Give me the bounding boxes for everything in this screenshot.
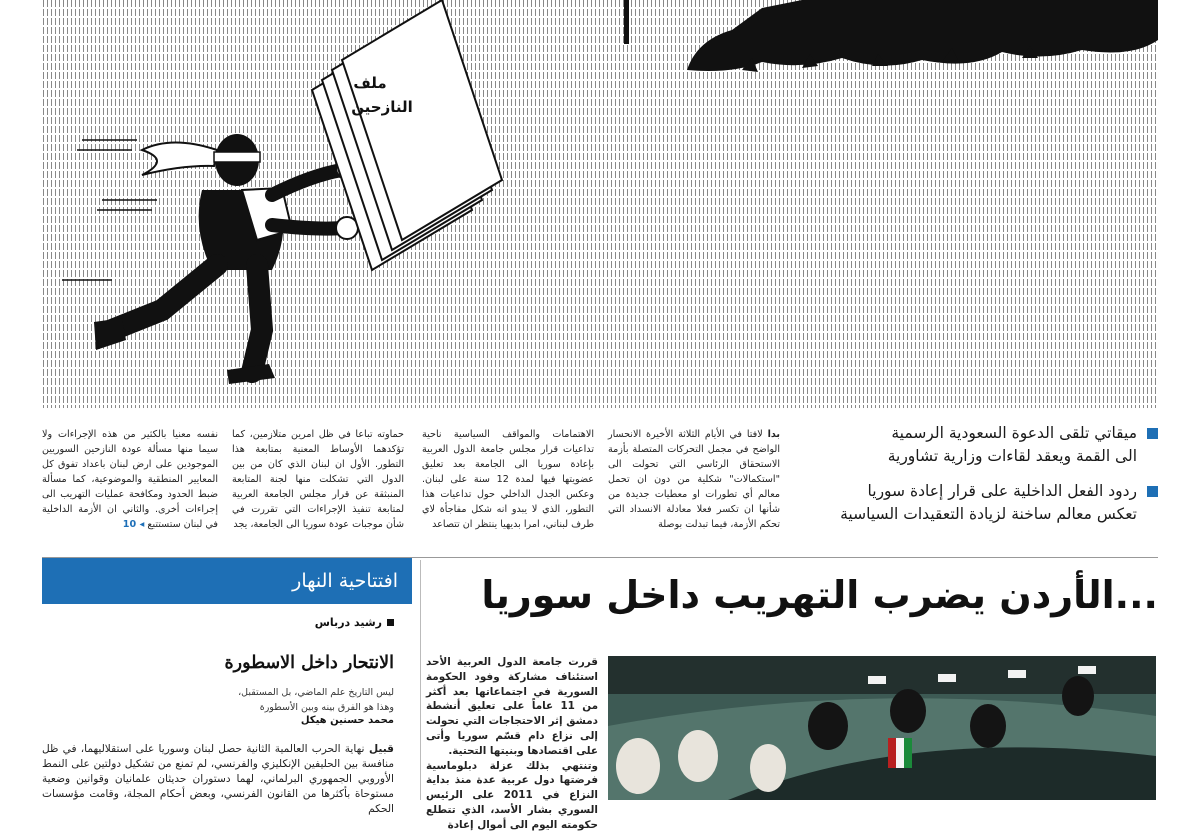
editorial-header: افتتاحية النهار — [42, 558, 412, 604]
editorial-cartoon — [42, 0, 1158, 408]
column-text: لافتا في الأيام الثلاثة الأخيرة الانحسار الواضح في مجمل التحركات المتصلة بأزمة الاستحقاق الرئاسي التي تحولت الى "استكمالات" شكلية من دون ان تحمل معالم أي تطورات او معطيات جديدة من شأنها ان تكسر فعلا معادلة الانسداد التي تحكم الأزمة، فيما تبدلت بوصلة — [608, 429, 780, 530]
arab-league-meeting-photo — [608, 656, 1156, 800]
editorial-quote — [42, 685, 394, 715]
highlights-list — [828, 422, 1158, 538]
editorial-title: الانتحار داخل الاسطورة — [224, 653, 394, 673]
front-column-4 — [42, 427, 218, 532]
main-story-text — [426, 655, 598, 833]
author-square-icon — [387, 619, 394, 626]
highlight-line: تعكس معالم ساخنة لزيادة التعقيدات السياسية — [840, 505, 1137, 523]
highlight-item — [828, 422, 1158, 468]
column-divider — [420, 560, 421, 800]
story-lead: قررت — [568, 656, 598, 668]
continued-marker[interactable]: ◂ 10 — [122, 519, 145, 530]
highlight-item — [828, 480, 1158, 526]
front-column-2 — [422, 427, 594, 532]
story-paragraph: جامعة الدول العربية الأحد استئناف مشاركة وفود الحكومة السورية في اجتماعاتها بعد أكثر من 11 عاماً على تعليق أنشطة دمشق إثر الاحتجاجات التي تحولت إلى نزاع دام قسّم سوريا وأتى على اقتصادها وبنيتها التحتية. — [426, 656, 599, 757]
column-text: الاهتمامات والمواقف السياسية ناحية تداعيات قرار مجلس جامعة الدول العربية بإعادة سوريا الى الجامعة بعد تعليق عضويتها فيها لمدة 12 سنة على لبنان. وعكس الجدل الداخلي حول تداعيات هذا التطور، الذي لا يبدو انه شكل مفاجأة لاي طرف لبناني، امرا بديهيا ينتظر ان تتصاعد — [422, 429, 594, 530]
front-column-1 — [608, 427, 780, 532]
column-text: نفسه معنيا بالكثير من هذه الإجراءات ولا سيما منها مسألة عودة النازحين السوريين الموجودين على ارض لبنان باعداد تفوق كل المعايير المنطقية والموضوعية، كما مسألة ضبط الحدود ومكافحة عمليات التهريب الى إجراءات أخرى. والثاني ان الأزمة الداخلية في لبنان ستستتبع — [42, 429, 218, 530]
quote-author: محمد حسنين هيكل — [300, 715, 394, 726]
editorial-lead: قبيل — [368, 743, 394, 755]
editorial-body — [42, 742, 394, 817]
front-column-3 — [232, 427, 404, 532]
story-paragraph: وتنتهي بذلك عزلة دبلوماسية فرضتها دول عربية عدة منذ بداية النزاع في 2011 على الرئيس السوري بشار الأسد، الذي تتطلع حكومته اليوم الى أموال إعادة — [426, 759, 598, 831]
column-lead: بدا — [767, 429, 780, 440]
quote-line: ليس التاريخ علم الماضي، بل المستقبل، — [238, 687, 394, 698]
highlight-line: ميقاتي تلقى الدعوة السعودية الرسمية — [891, 424, 1137, 442]
folder-title-line1: ملف — [353, 74, 387, 92]
main-headline[interactable]: ...الأردن يضرب التهريب داخل سوريا — [481, 573, 1158, 617]
cartoon-drawing — [42, 0, 1158, 408]
column-text: حماوته تباعا في ظل امرين متلازمين، كما تؤكدهما الأوساط المعنية بمتابعة هذا التطور. الأول ان لبنان الذي كان من بين الدول التي تشكلت منها لجنة المتابعة المنبثقة عن قرار مجلس الجامعة العربية لمتابعة تنفيذ الإجراءات التي تقررت في شأن موجبات عودة سوريا الى الجامعة، يجد — [232, 429, 404, 530]
highlight-line: ردود الفعل الداخلية على قرار إعادة سوريا — [867, 482, 1137, 500]
bullet-square-icon — [1147, 428, 1158, 439]
quote-line: وهذا هو الفرق بينه وبين الأسطورة — [259, 702, 394, 713]
folder-title-line2: النازحين — [351, 98, 413, 116]
highlight-line: الى القمة ويعقد لقاءات وزارية تشاورية — [887, 447, 1137, 465]
bullet-square-icon — [1147, 486, 1158, 497]
editorial-text: نهاية الحرب العالمية الثانية حصل لبنان وسوريا على استقلاليهما، في ظل منافسة بين الحليفين الإنكليزي والفرنسي، لم تمنع من تشكيل دولتين على النمط الأوروبي الجمهوري البرلماني، لهما دستوران حديثان علمانيان وقوانين وضعية مستوحاة بأكثرها من القانون الفرنسي، وبعض أحكام المجلة، وقامت مؤسسات الحكم — [42, 743, 394, 815]
editorial-author: رشيد درباس — [315, 616, 394, 629]
photo-drawing — [608, 656, 1156, 800]
